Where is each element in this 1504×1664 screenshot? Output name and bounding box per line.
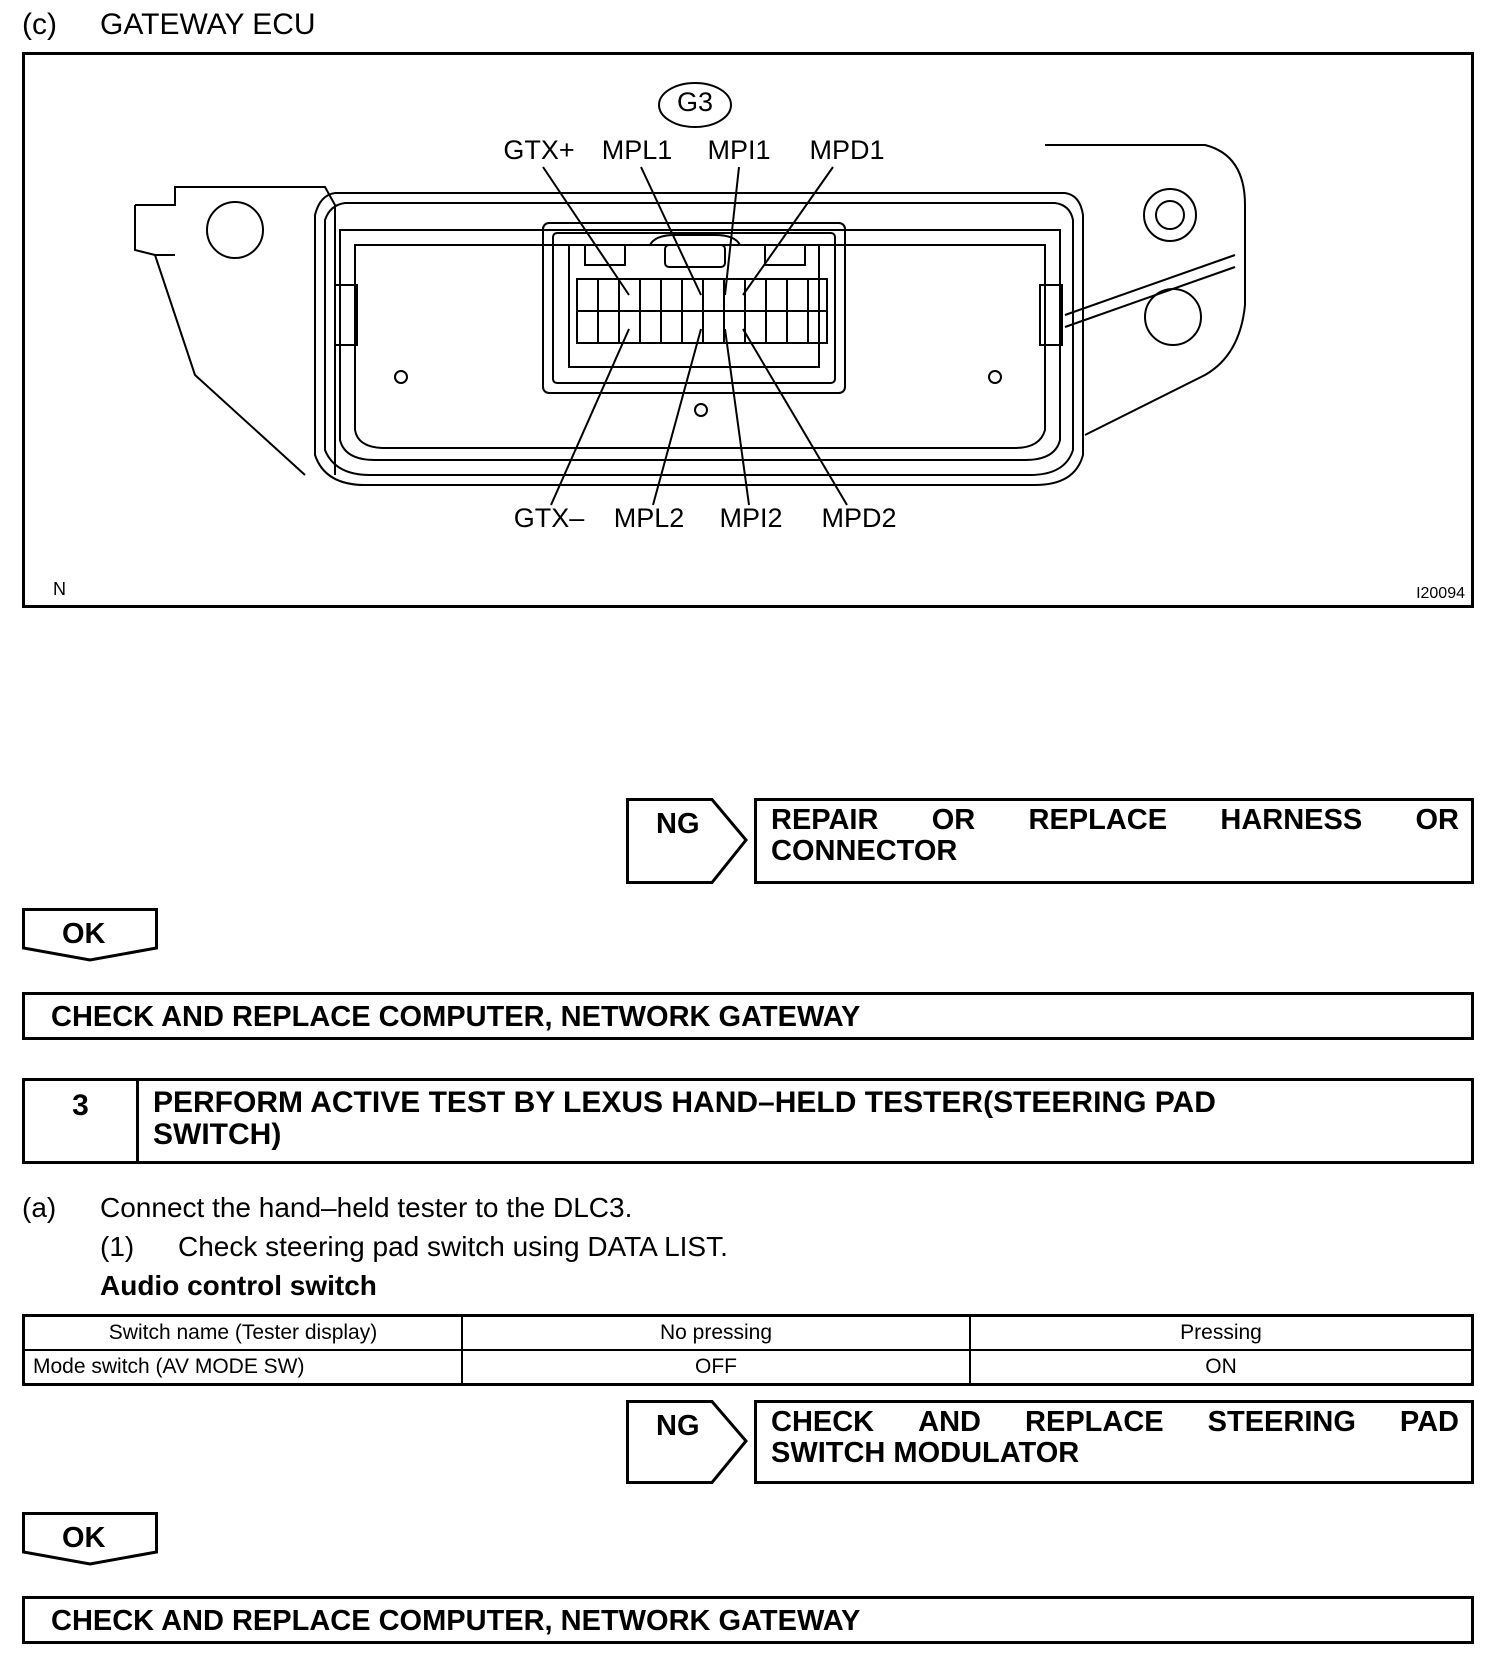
step-3-number: 3 (25, 1081, 139, 1161)
pin-label-top-2: MPL1 (601, 135, 673, 165)
table-title: Audio control switch (100, 1270, 377, 1301)
pin-label-bottom-1: GTX– (513, 503, 585, 533)
ng-label-1: NG (656, 808, 700, 840)
pin-label-bottom-4: MPD2 (821, 503, 897, 533)
table-header-cell: Pressing (970, 1316, 1473, 1351)
connector-id-label: G3 (676, 87, 714, 117)
result-action-1-line-2: CONNECTOR (771, 835, 958, 867)
result-action-box-2 (754, 1400, 1474, 1484)
table-header-row (24, 1316, 1473, 1351)
step-c-heading (22, 8, 316, 42)
pin-label-top-4: MPD1 (809, 135, 885, 165)
instruction-a1 (100, 1231, 728, 1263)
action-box-2: CHECK AND REPLACE COMPUTER, NETWORK GATEWAY (22, 1596, 1474, 1644)
step-3-title: PERFORM ACTIVE TEST BY LEXUS HAND–HELD TESTER(STEERING PAD SWITCH) (153, 1086, 1216, 1151)
instruction-a1-text: Check steering pad switch using DATA LIST. (178, 1231, 728, 1262)
ng-label-2: NG (656, 1410, 700, 1442)
gateway-ecu-figure (22, 52, 1474, 608)
step-c-letter: (c) (22, 8, 57, 41)
result-action-2-line-1: CHECK AND REPLACE STEERING PAD (771, 1406, 1459, 1438)
result-action-2-line-2: SWITCH MODULATOR (771, 1437, 1080, 1469)
ok-label-1: OK (62, 918, 106, 950)
step-c-title: GATEWAY ECU (100, 8, 316, 41)
table-cell: ON (970, 1350, 1473, 1385)
pin-label-top-3: MPI1 (707, 135, 771, 165)
instruction-a1-label: (1) (100, 1231, 135, 1262)
instruction-a (22, 1192, 632, 1224)
table-header-cell: Switch name (Tester display) (24, 1316, 463, 1351)
table-cell: OFF (462, 1350, 970, 1385)
action-box-1: CHECK AND REPLACE COMPUTER, NETWORK GATEWAY (22, 992, 1474, 1040)
step-3-box (22, 1078, 1474, 1164)
figure-code: I20094 (1416, 585, 1465, 602)
table-cell: Mode switch (AV MODE SW) (24, 1350, 463, 1385)
instruction-a-text: Connect the hand–held tester to the DLC3. (100, 1192, 633, 1223)
audio-control-switch-table (22, 1314, 1474, 1386)
ok-label-2: OK (62, 1522, 106, 1554)
pin-label-bottom-2: MPL2 (613, 503, 685, 533)
result-action-1-line-1: REPAIR OR REPLACE HARNESS OR (771, 804, 1459, 836)
table-row (24, 1350, 1473, 1385)
table-header-cell: No pressing (462, 1316, 970, 1351)
figure-corner-mark: N (53, 579, 66, 599)
pin-label-top-1: GTX+ (503, 135, 575, 165)
instruction-a-label: (a) (22, 1192, 57, 1223)
result-action-box-1 (754, 798, 1474, 884)
pin-label-bottom-3: MPI2 (719, 503, 783, 533)
